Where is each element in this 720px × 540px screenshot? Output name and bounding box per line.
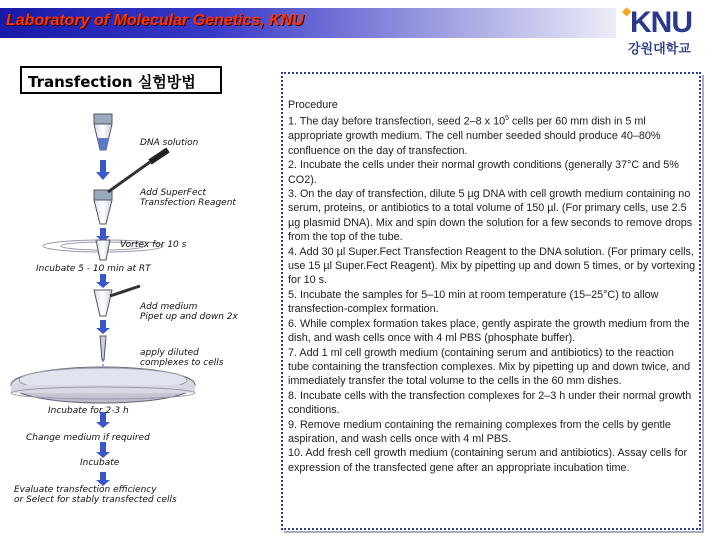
logo-text: KNU: [630, 6, 692, 39]
diagram-label: Add medium: [140, 302, 198, 312]
procedure-step-7: 7. Add 1 ml cell growth medium (containing serum and antibiotics) to the reaction tube containing the transfection complexes. Mix by pipetting up and down twice, and immediately transfer the total volume to the cells in the 60 mm dishes.: [288, 346, 691, 388]
slide-title-box: [20, 66, 222, 94]
pipette-icon: [100, 336, 106, 368]
culture-dish-icon: [11, 367, 195, 403]
procedure-step-1: [288, 112, 696, 158]
diagram-label: Incubate: [80, 458, 120, 468]
logo-star-icon: ◆: [622, 4, 632, 18]
procedure-step-4: 4. Add 30 µl Super.Fect Transfection Reagent to the DNA solution. (For primary cells, use 15 µl Super.Fect Reagent). Mix by pipetting up and down 5 times, or by vortexing for 10 s.: [288, 245, 696, 287]
diagram-label: Incubate for 2-3 h: [48, 406, 129, 416]
diagram-label: Transfection Reagent: [140, 198, 236, 208]
arrow-down-icon: [96, 160, 110, 180]
arrow-down-icon: [96, 274, 110, 288]
procedure-step-6: 6. While complex formation takes place, gently aspirate the growth medium from the dish, and wash cells once with 4 ml PBS (phosphate buffer).: [288, 317, 690, 345]
transfection-diagram: [0, 100, 280, 530]
diagram-label: complexes to cells: [140, 358, 224, 368]
procedure-step-1-sup: 5: [505, 115, 509, 123]
procedure-step-1-b: cells per 60 mm dish in 5 ml appropriate growth medium. The cell number seeded should produce 40–80% confluence on the day of transfection.: [288, 116, 661, 157]
procedure-step-2: 2. Incubate the cells under their normal growth conditions (generally 37°C and 5% CO2).: [288, 159, 679, 186]
procedure-step-1-a: 1. The day before transfection, seed 2–8 x 10: [288, 116, 506, 128]
header-title: Laboratory of Molecular Genetics, KNU: [6, 12, 304, 29]
diagram-label: apply diluted: [140, 348, 199, 358]
diagram-label: Pipet up and down 2x: [140, 312, 238, 322]
diagram-label: Add SuperFect: [140, 188, 207, 198]
diagram-label: Vortex for 10 s: [120, 240, 187, 250]
procedure-step-8: 8. Incubate cells with the transfection complexes for 2–3 h under their normal growth conditions.: [288, 389, 692, 417]
diagram-label: or Select for stably transfected cells: [14, 495, 177, 505]
pipette-icon: [94, 286, 140, 316]
procedure-step-9: 9. Remove medium containing the remaining complexes from the cells by gentle aspiration, and wash cells once with 4 ml PBS.: [288, 418, 671, 445]
header-bar: [0, 8, 616, 38]
arrow-down-icon: [96, 472, 110, 486]
diagram-label: Change medium if required: [26, 433, 150, 443]
knu-logo: [622, 4, 718, 56]
arrow-down-icon: [96, 320, 110, 334]
arrow-down-icon: [96, 442, 110, 458]
diagram-label: DNA solution: [140, 138, 199, 148]
slide-title: Transfection 실험방법: [28, 73, 196, 91]
procedure-step-3: 3. On the day of transfection, dilute 5 µg DNA with cell growth medium containing no serum, proteins, or antibiotics to a total volume of 150 µl. (For primary cells, use 2.5 µg plasmid DNA). Mix and spin down the solution for a few seconds to remove drops from the top of the tube.: [288, 188, 693, 244]
tube-icon: [94, 114, 112, 150]
procedure-step-5: 5. Incubate the samples for 5–10 min at room temperature (15–25°C) to allow transfection-complex formation.: [288, 288, 659, 316]
diagram-label: Incubate 5 - 10 min at RT: [36, 264, 151, 274]
logo-subtext: 강원대학교: [628, 42, 691, 57]
procedure-text: [288, 98, 696, 475]
diagram-label: Evaluate transfection efficiency: [14, 485, 157, 495]
procedure-heading: Procedure: [288, 99, 338, 111]
procedure-step-10: 10. Add fresh cell growth medium (containing serum and antibiotics). Assay cells for expression of the transfected gene after an appropriate incubation time.: [288, 447, 688, 474]
